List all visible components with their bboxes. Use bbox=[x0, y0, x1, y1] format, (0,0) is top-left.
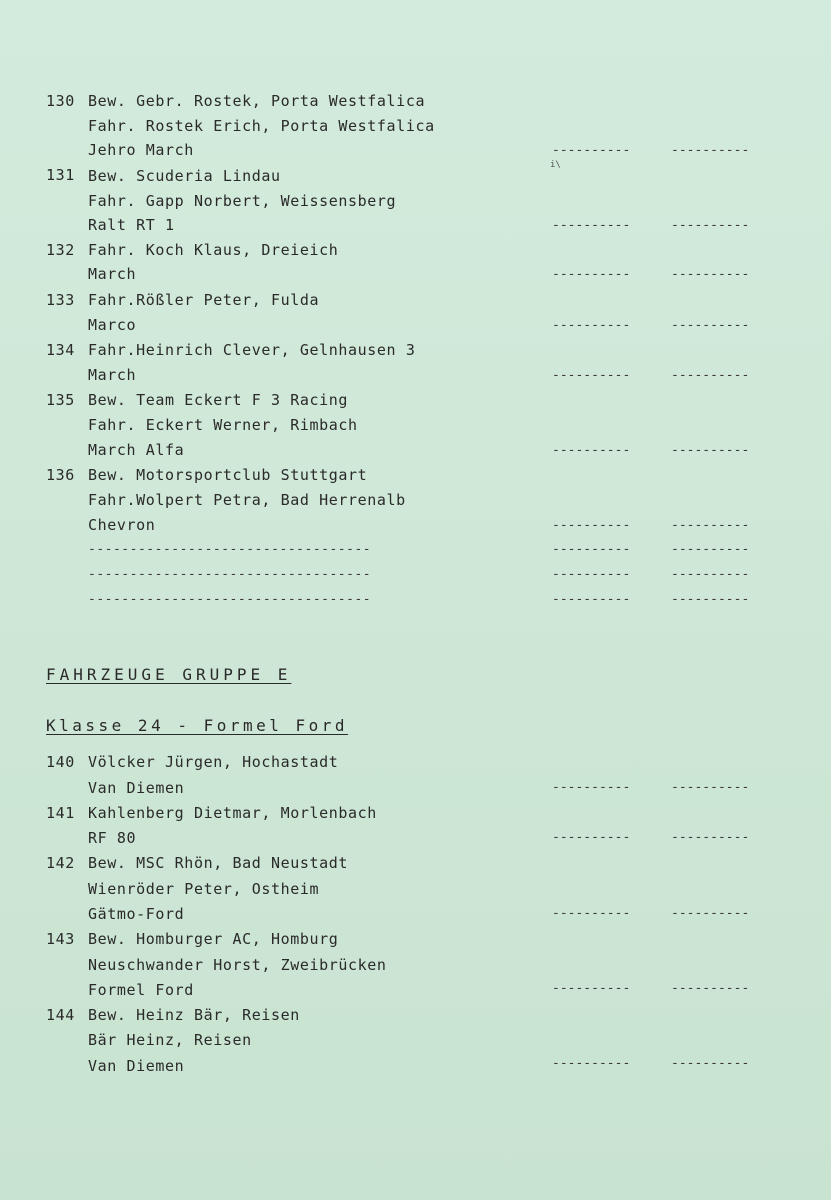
entry-line: Ralt RT 1 bbox=[88, 216, 175, 234]
entry-line: March bbox=[88, 265, 137, 283]
result-blank: ---------- bbox=[552, 143, 631, 158]
entry-number: 141 bbox=[46, 804, 75, 822]
result-blank: ---------- bbox=[671, 981, 750, 996]
class-heading: Klasse 24 - Formel Ford bbox=[46, 716, 349, 735]
result-blank: ---------- bbox=[552, 1056, 631, 1071]
result-blank: ---------- bbox=[671, 830, 750, 845]
entry-number: 142 bbox=[46, 854, 75, 872]
result-blank: ---------- bbox=[671, 267, 750, 282]
result-blank: ---------- bbox=[671, 780, 750, 795]
entry-line: Van Diemen bbox=[88, 779, 185, 797]
entry-number: 136 bbox=[46, 466, 75, 484]
entry-number: 130 bbox=[46, 92, 75, 110]
entry-line: Völcker Jürgen, Hochastadt bbox=[88, 753, 339, 771]
entry-line: March Alfa bbox=[88, 441, 185, 459]
entry-line: Formel Ford bbox=[88, 981, 194, 999]
result-blank: ---------- bbox=[671, 1056, 750, 1071]
result-blank: ---------- bbox=[552, 780, 631, 795]
entry-number: 140 bbox=[46, 753, 75, 771]
result-blank: ---------- bbox=[552, 443, 631, 458]
entry-number: 135 bbox=[46, 391, 75, 409]
entry-line: Bew. Scuderia Lindau bbox=[88, 167, 281, 185]
entry-line: Fahr.Heinrich Clever, Gelnhausen 3 bbox=[88, 341, 416, 359]
blank-entry-line: ---------------------------------- bbox=[88, 542, 372, 557]
result-blank: ---------- bbox=[671, 143, 750, 158]
result-blank: ---------- bbox=[671, 218, 750, 233]
entry-number: 144 bbox=[46, 1006, 75, 1024]
entry-line: Fahr.Rößler Peter, Fulda bbox=[88, 291, 320, 309]
result-blank: ---------- bbox=[552, 981, 631, 996]
result-blank: ---------- bbox=[671, 318, 750, 333]
entry-line: Fahr. Koch Klaus, Dreieich bbox=[88, 241, 339, 259]
result-blank: ---------- bbox=[671, 567, 750, 582]
result-blank: ---------- bbox=[552, 218, 631, 233]
result-blank: ---------- bbox=[671, 906, 750, 921]
result-blank: ---------- bbox=[671, 443, 750, 458]
entry-line: Marco bbox=[88, 316, 137, 334]
result-blank: ---------- bbox=[552, 267, 631, 282]
entry-line: Bew. Heinz Bär, Reisen bbox=[88, 1006, 300, 1024]
result-blank: ---------- bbox=[552, 906, 631, 921]
entry-line: Jehro March bbox=[88, 141, 194, 159]
entry-line: Bew. Gebr. Rostek, Porta Westfalica bbox=[88, 92, 426, 110]
entry-number: 133 bbox=[46, 291, 75, 309]
result-blank: ---------- bbox=[671, 518, 750, 533]
entry-line: Bew. Motorsportclub Stuttgart bbox=[88, 466, 368, 484]
entry-line: Fahr.Wolpert Petra, Bad Herrenalb bbox=[88, 491, 406, 509]
entry-line: Wienröder Peter, Ostheim bbox=[88, 880, 320, 898]
blank-entry-line: ---------------------------------- bbox=[88, 592, 372, 607]
entry-line: Kahlenberg Dietmar, Morlenbach bbox=[88, 804, 377, 822]
entry-number: 134 bbox=[46, 341, 75, 359]
entry-number: 132 bbox=[46, 241, 75, 259]
blank-entry-line: ---------------------------------- bbox=[88, 567, 372, 582]
result-blank: ---------- bbox=[552, 368, 631, 383]
entry-line: Fahr. Eckert Werner, Rimbach bbox=[88, 416, 358, 434]
result-blank: ---------- bbox=[552, 542, 631, 557]
result-blank: ---------- bbox=[671, 542, 750, 557]
result-blank: ---------- bbox=[552, 318, 631, 333]
entry-line: Bär Heinz, Reisen bbox=[88, 1031, 252, 1049]
result-blank: ---------- bbox=[552, 518, 631, 533]
entry-number: 143 bbox=[46, 930, 75, 948]
section-heading: FAHRZEUGE GRUPPE E bbox=[46, 665, 292, 684]
result-blank: ---------- bbox=[671, 592, 750, 607]
entry-line: Chevron bbox=[88, 516, 156, 534]
entry-line: Gätmo-Ford bbox=[88, 905, 185, 923]
entry-line: Fahr. Gapp Norbert, Weissensberg bbox=[88, 192, 397, 210]
entry-line: Bew. Team Eckert F 3 Racing bbox=[88, 391, 349, 409]
entry-line: RF 80 bbox=[88, 829, 137, 847]
stray-mark: i\ bbox=[550, 160, 561, 170]
result-blank: ---------- bbox=[552, 830, 631, 845]
entry-line: Van Diemen bbox=[88, 1057, 185, 1075]
entry-line: Fahr. Rostek Erich, Porta Westfalica bbox=[88, 117, 435, 135]
result-blank: ---------- bbox=[552, 592, 631, 607]
entry-line: Bew. MSC Rhön, Bad Neustadt bbox=[88, 854, 349, 872]
entry-line: Bew. Homburger AC, Homburg bbox=[88, 930, 339, 948]
entry-line: March bbox=[88, 366, 137, 384]
result-blank: ---------- bbox=[552, 567, 631, 582]
entry-number: 131 bbox=[46, 166, 75, 184]
result-blank: ---------- bbox=[671, 368, 750, 383]
entry-line: Neuschwander Horst, Zweibrücken bbox=[88, 956, 387, 974]
